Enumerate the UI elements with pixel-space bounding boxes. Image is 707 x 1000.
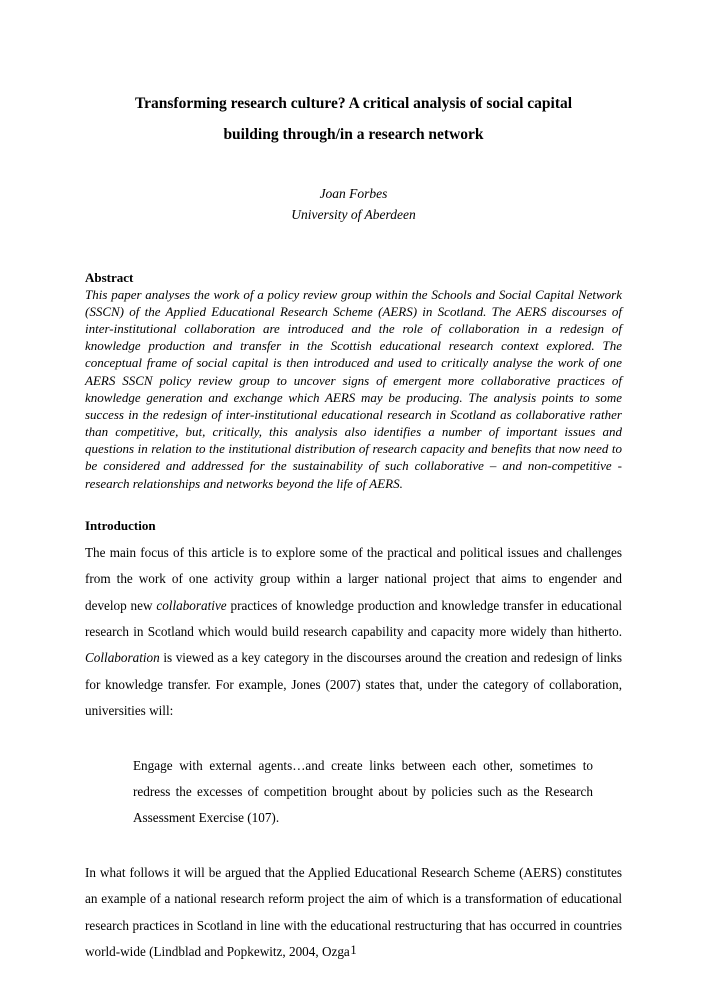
- closing-paragraph: In what follows it will be argued that the Applied Educational Research Scheme (AERS) constitutes an example of a national research reform project the aim of which is a transformation of educational research practices in Scotland in line with the educational restructuring that has occurred in countries world-wide (Lindblad and Popkewitz, 2004, Ozga: [85, 864, 622, 959]
- title-line-1: Transforming research culture? A critical analysis of social capital: [134, 95, 573, 112]
- abstract-heading: Abstract: [85, 269, 134, 285]
- title-line-2: building through/in a research network: [223, 126, 484, 143]
- author-block: [85, 184, 622, 226]
- page-number: 1: [350, 943, 357, 957]
- introduction-section: [85, 518, 622, 966]
- intro-emphasis-collaborative: collaborative: [156, 597, 227, 613]
- blockquote: Engage with external agents…and create links between each other, sometimes to redress the excesses of competition brought about by policies such as the Research Assessment Exercise (107).: [133, 757, 593, 826]
- author-affiliation: University of Aberdeen: [291, 206, 416, 222]
- introduction-paragraph: [85, 540, 622, 725]
- intro-emphasis-collaboration: Collaboration: [85, 650, 160, 666]
- intro-text-part-1: The main focus of this article is to explore some of the practical and political issues and challenges from the work of one activity group within a larger national project that aims to engender and develop new: [85, 544, 622, 613]
- abstract-text: This paper analyses the work of a policy review group within the Schools and Social Capital Network (SSCN) of the Applied Educational Research Scheme (AERS) in Scotland. The AERS discourses of inter-institutional collaboration are introduced and the role of collaboration in a redesign of knowledge production and transfer in the Scottish educational research context explored. The conceptual frame of social capital is then introduced and used to critically analyse the work of one AERS SSCN policy review group to uncover signs of emergent more collaborative practices of knowledge generation and exchange which AERS may be producing. The analysis points to some success in the redesign of inter-institutional educational research in Scotland as collaborative rather than competitive, but, critically, this analysis also identifies a number of important issues and questions in relation to the institutional distribution of research capacity and benefits that now need to be considered and addressed for the sustainability of such collaborative – and non-competitive - research relationships and networks beyond the life of AERS.: [85, 286, 622, 491]
- author-name: Joan Forbes: [319, 186, 388, 201]
- introduction-heading: Introduction: [85, 517, 156, 533]
- intro-text-part-2: practices of knowledge production and knowledge transfer in educational research in Scotland which would build research capability and capacity more widely than hitherto.: [85, 597, 622, 639]
- intro-text-part-3: is viewed as a key category in the discourses around the creation and redesign of links for knowledge transfer. For example, Jones (2007) states that, under the category of collaboration, universities will:: [85, 650, 622, 719]
- page-title: [85, 88, 622, 150]
- abstract-section: [85, 270, 622, 492]
